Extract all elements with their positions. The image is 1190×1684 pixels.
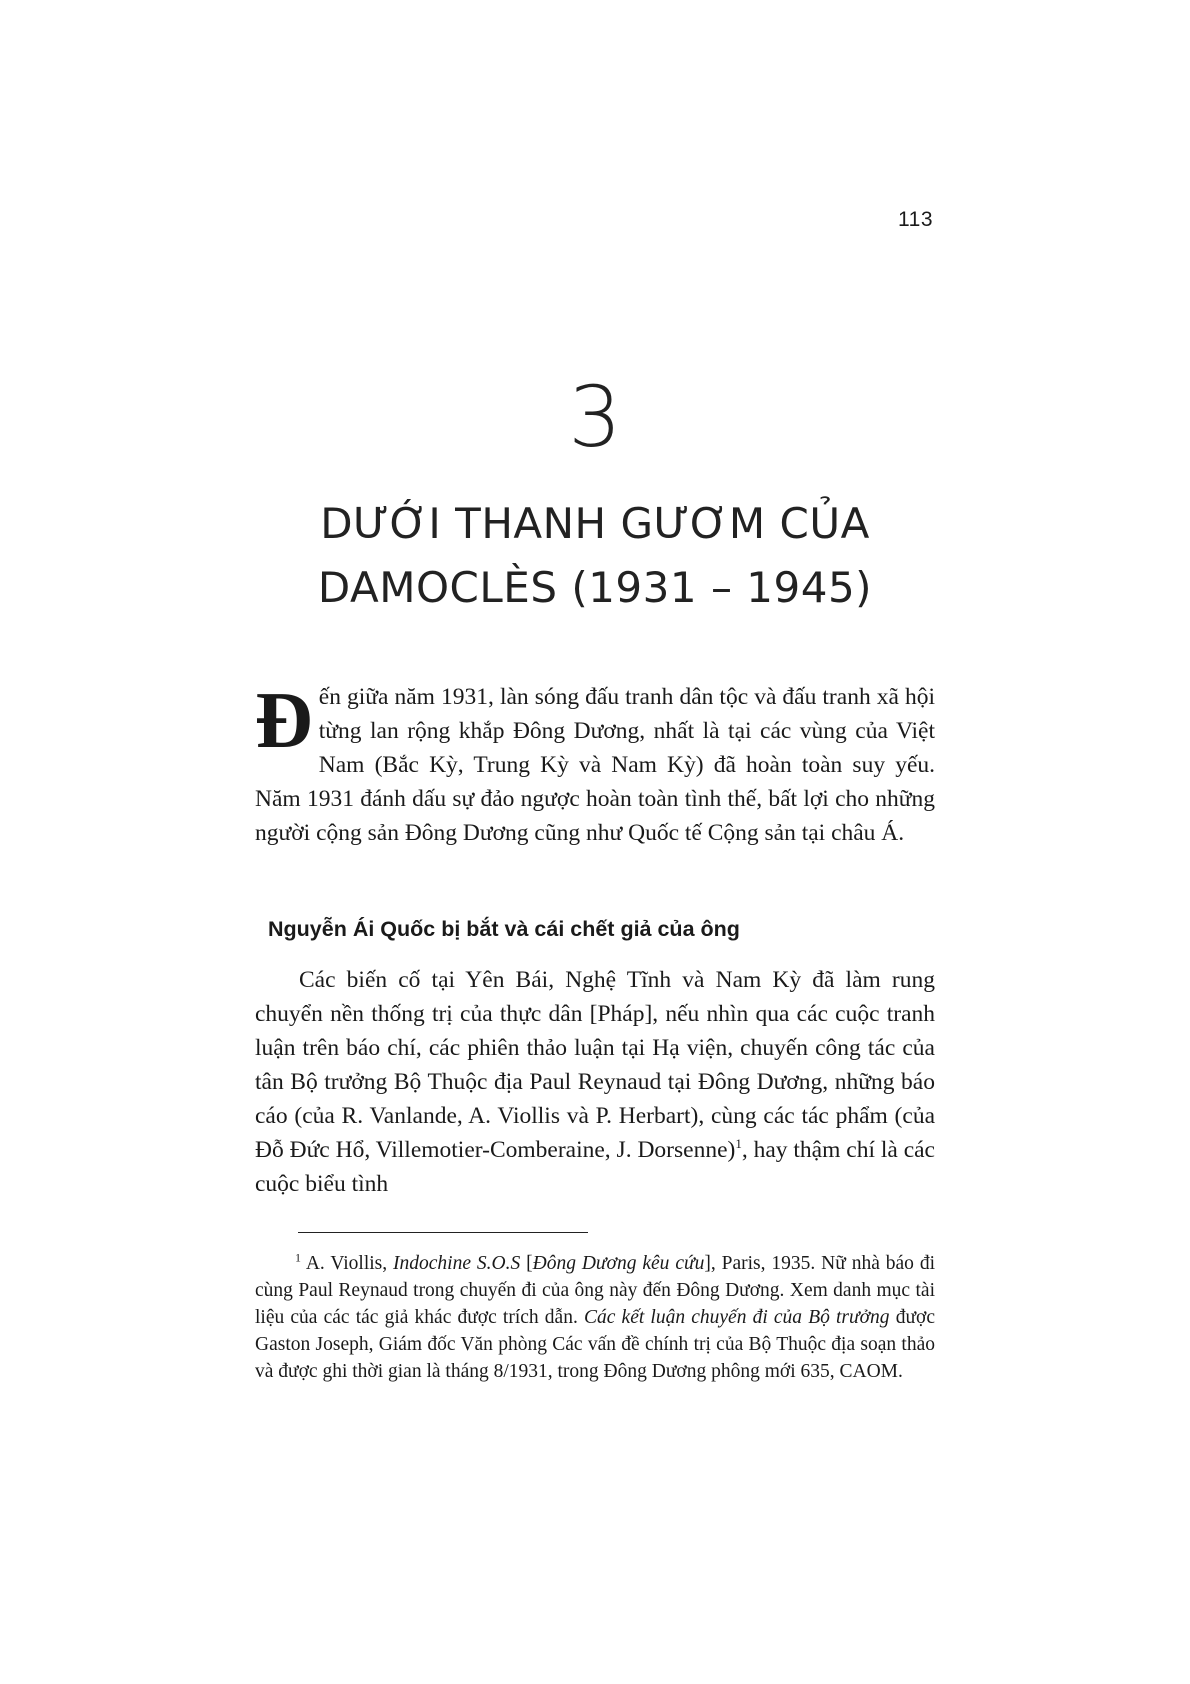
chapter-title bbox=[200, 492, 990, 620]
footnote-italic-report: Các kết luận chuyến đi của Bộ trưởng bbox=[583, 1307, 890, 1328]
footnote-italic-title: Indochine S.O.S bbox=[393, 1253, 521, 1274]
footnote bbox=[255, 1250, 935, 1385]
chapter-number: 3 bbox=[568, 368, 622, 466]
footnote-text-3: ], Paris, 1935. Nữ nhà báo đi cùng Paul Reynaud trong chuyến đi của ông này đến Đông Dương. Xem danh mục tài liệu của các tác giả khác được trích dẫn. bbox=[255, 1253, 935, 1328]
footnote-text-4: được Gaston Joseph, Giám đốc Văn phòng Các vấn đề chính trị của Bộ Thuộc địa soạn thảo và được ghi thời gian là tháng 8/1931, trong Đông Dương phông mới 635, CAOM. bbox=[255, 1307, 935, 1382]
footnote-reference[interactable]: 1 bbox=[735, 1136, 742, 1152]
footnote-italic-translation: Đông Dương kêu cứu bbox=[532, 1253, 705, 1274]
intro-paragraph bbox=[255, 677, 935, 850]
body-text-continued: , hay thậm chí là các cuộc biểu tình bbox=[255, 1137, 935, 1197]
section-heading: Nguyễn Ái Quốc bị bắt và cái chết giả của ông bbox=[268, 917, 740, 941]
footnote-text-1: A. Viollis, bbox=[301, 1253, 394, 1274]
body-paragraph bbox=[255, 963, 935, 1201]
body-text: Các biến cố tại Yên Bái, Nghệ Tĩnh và Nam Kỳ đã làm rung chuyển nền thống trị của thực dân [Pháp], nếu nhìn qua các cuộc tranh luận trên báo chí, các phiên thảo luận tại Hạ viện, chuyến công tác của tân Bộ trưởng Bộ Thuộc địa Paul Reynaud tại Đông Dương, những báo cáo (của R. Vanlande, A. Viollis và P. Herbart), cùng các tác phẩm (của Đỗ Đức Hổ, Villemotier-Comberaine, J. Dorsenne) bbox=[255, 967, 935, 1163]
intro-text: ến giữa năm 1931, làn sóng đấu tranh dân tộc và đấu tranh xã hội từng lan rộng khắp Đông Dương, nhất là tại các vùng của Việt Nam (Bắc Kỳ, Trung Kỳ và Nam Kỳ) đã hoàn toàn suy yếu. Năm 1931 đánh dấu sự đảo ngược hoàn toàn tình thế, bất lợi cho những người cộng sản Đông Dương cũng như Quốc tế Cộng sản tại châu Á. bbox=[255, 684, 935, 846]
footnote-marker: 1 bbox=[295, 1250, 301, 1265]
footnote-text-2: [ bbox=[520, 1253, 533, 1274]
drop-cap: Đ bbox=[255, 677, 313, 765]
chapter-title-line-2: DAMOCLÈS (1931 – 1945) bbox=[317, 563, 873, 612]
footnote-divider bbox=[298, 1232, 588, 1233]
page-number: 113 bbox=[898, 208, 933, 231]
chapter-title-line-1: DƯỚI THANH GƯƠM CỦA bbox=[320, 499, 870, 548]
